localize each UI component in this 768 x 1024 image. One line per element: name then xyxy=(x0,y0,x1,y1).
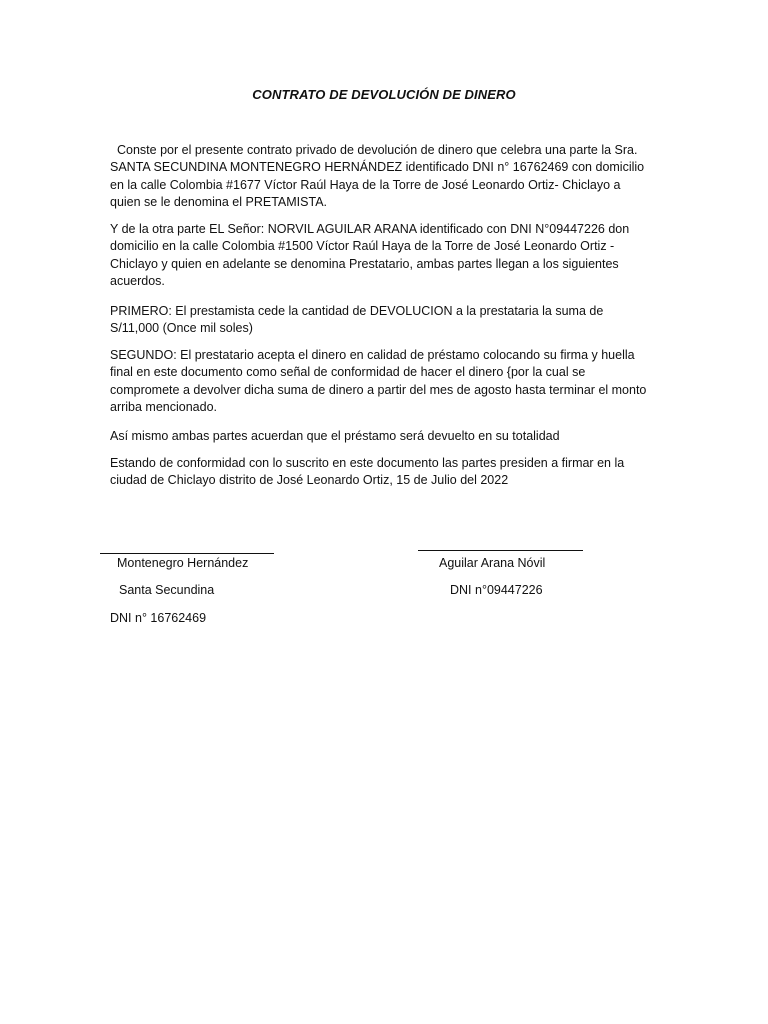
paragraph-agreement: Así mismo ambas partes acuerdan que el préstamo será devuelto en su totalidad xyxy=(110,429,560,443)
paragraph-closing: Estando de conformidad con lo suscrito en este documento las partes presiden a firmar en la ciudad de Chiclayo distrito de José Leonardo Ortiz, 15 de Julio del 2022 xyxy=(110,456,625,488)
paragraph-intro-lender: Conste por el presente contrato privado de devolución de dinero que celebra una parte la Sra. SANTA SECUNDINA MONTENEGRO HERNÁNDEZ identificado DNI n° 16762469 con domicilio en la calle Colombia #1677 Víctor Raúl Haya de la Torre de José Leonardo Ortiz- Chiclayo a quien se le denomina el PRETAMISTA. xyxy=(110,143,645,210)
paragraph-clause-second: SEGUNDO: El prestatario acepta el dinero en calidad de préstamo colocando su firma y huella final en este documento como señal de conformidad de hacer el dinero {por la cual se compromete a devolver dicha suma de dinero a partir del mes de agosto hasta terminar el monto arriba mencionado. xyxy=(110,348,647,415)
signature-borrower-dni: DNI n°09447226 xyxy=(450,583,543,597)
paragraph-intro-borrower: Y de la otra parte EL Señor: NORVIL AGUILAR ARANA identificado con DNI N°09447226 don domicilio en la calle Colombia #1500 Víctor Raúl Haya de la Torre de José Leonardo Ortiz - Chiclayo y quien en adelante se denomina Prestatario, ambas partes llegan a los siguientes acuerdos. xyxy=(110,222,630,289)
signature-line-lender xyxy=(100,553,274,554)
signature-line-borrower xyxy=(418,550,583,551)
document-title: CONTRATO DE DEVOLUCIÓN DE DINERO xyxy=(252,87,516,102)
signature-lender-surname: Montenegro Hernández xyxy=(117,556,249,570)
signature-lender-given-name: Santa Secundina xyxy=(119,583,215,597)
paragraph-clause-first: PRIMERO: El prestamista cede la cantidad de DEVOLUCION a la prestataria la suma de S/11,000 (Once mil soles) xyxy=(110,304,604,336)
signature-borrower-name: Aguilar Arana Nóvil xyxy=(439,556,546,570)
signature-lender-dni: DNI n° 16762469 xyxy=(110,611,207,625)
